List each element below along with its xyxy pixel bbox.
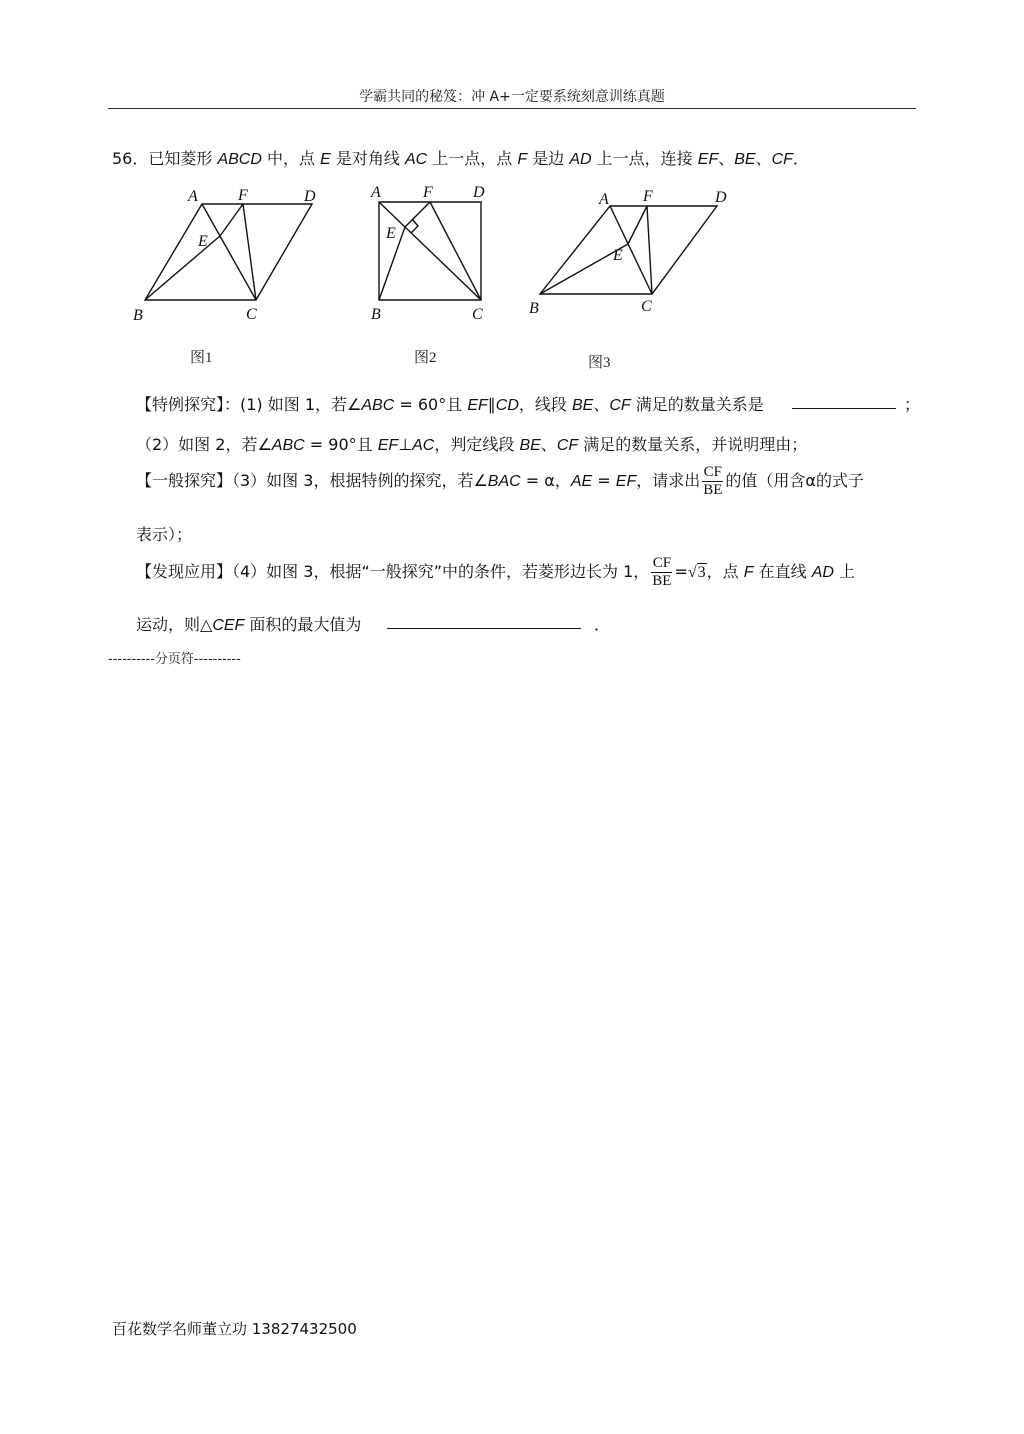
question-4-continued bbox=[136, 612, 361, 635]
math-var: CF bbox=[556, 437, 579, 454]
math-var: AC bbox=[404, 151, 428, 168]
problem-text: 中，点 bbox=[261, 149, 321, 168]
math-var: AD bbox=[811, 564, 834, 581]
question-1 bbox=[136, 392, 764, 415]
label-b: B bbox=[133, 307, 143, 324]
label-a: A bbox=[599, 191, 609, 208]
figure-3-caption: 图3 bbox=[588, 355, 611, 371]
problem-text: 、 bbox=[718, 149, 735, 168]
segment-ef bbox=[628, 206, 647, 244]
figure-2-caption: 图2 bbox=[414, 350, 437, 366]
fraction-cf-be bbox=[702, 464, 723, 499]
page-header: 学霸共同的秘笈：冲 A+一定要系统刻意训练真题 bbox=[359, 89, 665, 105]
math-var: E bbox=[320, 151, 331, 168]
label-d: D bbox=[715, 189, 727, 206]
figure-2 bbox=[365, 180, 505, 330]
problem-text: 56．已知菱形 bbox=[112, 149, 218, 168]
q2-text: （2）如图 2，若∠ bbox=[136, 435, 272, 454]
figure-1-caption: 图1 bbox=[190, 350, 213, 366]
fraction-cf-be bbox=[651, 555, 672, 590]
q3-text: ，请求出 bbox=[636, 471, 701, 490]
fraction-numerator: CF bbox=[703, 464, 722, 480]
q3-text: = α， bbox=[520, 471, 571, 490]
q4-text: 运动，则△ bbox=[136, 615, 213, 634]
q4-answer-blank bbox=[387, 612, 581, 629]
problem-text: ． bbox=[792, 149, 809, 168]
math-var: EF bbox=[615, 473, 637, 490]
math-var: AC bbox=[412, 437, 435, 454]
sqrt-expression bbox=[688, 563, 707, 581]
math-var: EF bbox=[467, 397, 488, 414]
diagonal-ac bbox=[202, 204, 256, 300]
q4-text: ，点 bbox=[706, 562, 744, 581]
q2-text: = 90°且 bbox=[304, 435, 378, 454]
math-var: AE bbox=[570, 473, 593, 490]
fraction-denominator: BE bbox=[703, 482, 723, 498]
figure-3 bbox=[525, 180, 745, 320]
label-c: C bbox=[246, 306, 257, 323]
segment-ef bbox=[405, 202, 430, 227]
label-e: E bbox=[386, 225, 396, 242]
segment-be bbox=[145, 236, 220, 300]
q1-text: ，线段 bbox=[518, 395, 572, 414]
math-var: ABCD bbox=[217, 151, 262, 168]
q2-text: 、 bbox=[540, 435, 557, 454]
equals-sign: = bbox=[674, 562, 688, 581]
label-e: E bbox=[198, 233, 208, 250]
rhombus-outline bbox=[540, 206, 717, 294]
q4-text: 面积的最大值为 bbox=[244, 615, 362, 634]
math-var: EF bbox=[697, 151, 719, 168]
problem-text: 、 bbox=[755, 149, 772, 168]
q1-tail: ； bbox=[904, 395, 921, 414]
label-d: D bbox=[304, 188, 316, 205]
label-b: B bbox=[371, 306, 381, 323]
q1-text: = 60°且 bbox=[394, 395, 468, 414]
segment-cf bbox=[243, 204, 256, 300]
label-b: B bbox=[529, 300, 539, 317]
label-a: A bbox=[188, 188, 198, 205]
math-var: F bbox=[743, 564, 754, 581]
q1-answer-blank bbox=[792, 392, 896, 409]
q1-text: 【特例探究】：(1) 如图 1，若∠ bbox=[136, 395, 362, 414]
perpendicular-symbol: ⊥ bbox=[398, 435, 413, 454]
problem-text: 是对角线 bbox=[330, 149, 405, 168]
q2-text: ，判定线段 bbox=[434, 435, 520, 454]
fraction-denominator: BE bbox=[652, 573, 672, 589]
q4-tail: ． bbox=[594, 615, 611, 634]
math-var: CF bbox=[609, 397, 631, 414]
question-3-continued bbox=[136, 522, 192, 545]
label-d: D bbox=[473, 184, 485, 201]
math-var: BE bbox=[519, 437, 541, 454]
q1-text: 、 bbox=[593, 395, 610, 414]
math-var: CF bbox=[771, 151, 793, 168]
problem-text: 上一点，点 bbox=[427, 149, 518, 168]
fraction-numerator: CF bbox=[652, 555, 672, 571]
math-var: BE bbox=[734, 151, 756, 168]
segment-cf bbox=[647, 206, 652, 294]
right-angle-mark bbox=[411, 219, 418, 233]
q3-text: 表示）； bbox=[136, 525, 193, 544]
q4-text: 在直线 bbox=[753, 562, 812, 581]
math-var: ABC bbox=[271, 437, 305, 454]
label-f: F bbox=[238, 187, 248, 204]
math-var: CEF bbox=[212, 617, 245, 634]
q2-text: 满足的数量关系，并说明理由； bbox=[578, 435, 808, 454]
figure-1 bbox=[130, 180, 330, 330]
math-var: AD bbox=[569, 151, 592, 168]
q3-text: 的值（用含α的式子 bbox=[725, 471, 864, 490]
diagonal-ac bbox=[379, 202, 481, 300]
label-c: C bbox=[641, 298, 652, 315]
sqrt-value: 3 bbox=[697, 564, 706, 581]
q4-text: 【发现应用】（4）如图 3，根据“一般探究”中的条件，若菱形边长为 1， bbox=[136, 562, 650, 581]
math-var: ABC bbox=[361, 397, 395, 414]
q4-text: 上 bbox=[833, 562, 856, 581]
q3-text: 【一般探究】（3）如图 3，根据特例的探究，若∠ bbox=[136, 471, 488, 490]
header-rule bbox=[108, 108, 916, 109]
problem-text: 上一点，连接 bbox=[591, 149, 698, 168]
q3-text: = bbox=[592, 471, 616, 490]
q1-text: 满足的数量关系是 bbox=[630, 395, 764, 414]
page-break-marker: ----------分页符---------- bbox=[108, 652, 241, 667]
problem-intro bbox=[112, 146, 809, 169]
label-f: F bbox=[423, 184, 433, 201]
parallel-symbol: ∥ bbox=[487, 395, 496, 414]
math-var: F bbox=[517, 151, 528, 168]
math-var: BAC bbox=[487, 473, 521, 490]
math-var: CD bbox=[495, 397, 519, 414]
label-a: A bbox=[371, 184, 381, 201]
footer-text: 百花数学名师董立功 13827432500 bbox=[112, 1320, 357, 1338]
question-4 bbox=[136, 555, 855, 590]
question-3 bbox=[136, 464, 864, 499]
label-e: E bbox=[613, 247, 623, 264]
segment-ef bbox=[220, 204, 243, 236]
math-var: EF bbox=[377, 437, 399, 454]
math-var: BE bbox=[571, 397, 594, 414]
problem-text: 是边 bbox=[527, 149, 570, 168]
sqrt-symbol: √ bbox=[687, 564, 697, 581]
label-f: F bbox=[643, 188, 653, 205]
question-2 bbox=[136, 432, 807, 455]
segment-cf bbox=[430, 202, 481, 300]
label-c: C bbox=[472, 306, 483, 323]
